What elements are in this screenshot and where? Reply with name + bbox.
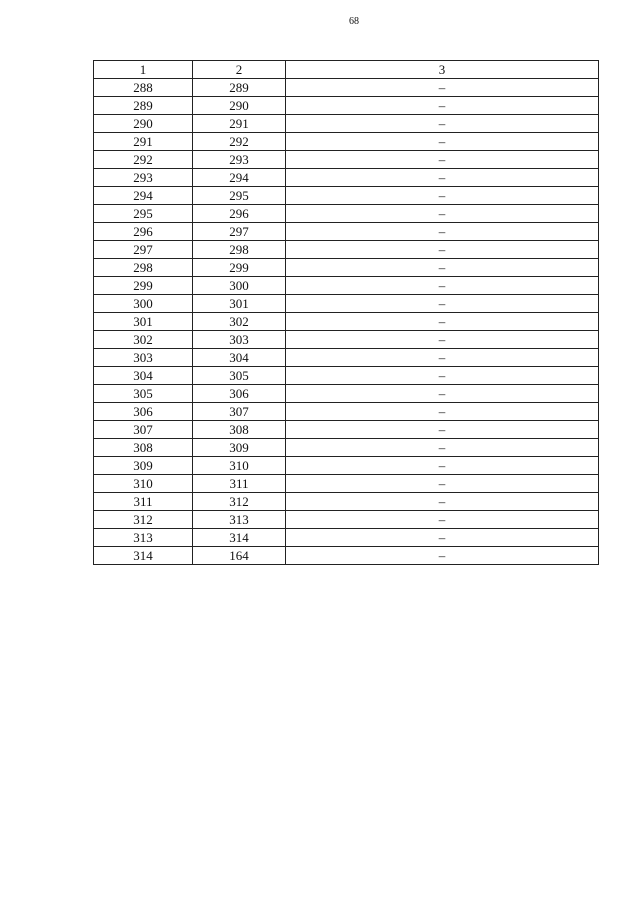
table-cell-col-1: 308 (94, 439, 193, 457)
table-cell-col-1: 289 (94, 97, 193, 115)
table-cell-col-1: 303 (94, 349, 193, 367)
table-row (94, 403, 599, 421)
table-cell-col-3: – (286, 385, 599, 403)
table-cell-col-2: 293 (193, 151, 286, 169)
table-row (94, 295, 599, 313)
table-cell-col-1: 294 (94, 187, 193, 205)
table-cell-col-2: 297 (193, 223, 286, 241)
table-cell-col-2: 302 (193, 313, 286, 331)
table-row (94, 457, 599, 475)
table-row (94, 223, 599, 241)
table-cell-col-2: 291 (193, 115, 286, 133)
table-cell-col-2: 313 (193, 511, 286, 529)
table-cell-col-1: 304 (94, 367, 193, 385)
table-row (94, 547, 599, 565)
table-cell-col-1: 288 (94, 79, 193, 97)
table-row (94, 475, 599, 493)
table-cell-col-1: 292 (94, 151, 193, 169)
table-cell-col-3: – (286, 295, 599, 313)
table-row (94, 241, 599, 259)
table-cell-col-1: 313 (94, 529, 193, 547)
table-cell-col-1: 311 (94, 493, 193, 511)
column-header-3: 3 (286, 61, 599, 79)
table-cell-col-2: 290 (193, 97, 286, 115)
table-cell-col-2: 308 (193, 421, 286, 439)
table-cell-col-3: – (286, 367, 599, 385)
table-body (94, 79, 599, 565)
table-row (94, 151, 599, 169)
table-cell-col-3: – (286, 115, 599, 133)
table-row (94, 367, 599, 385)
table-cell-col-1: 297 (94, 241, 193, 259)
table-cell-col-3: – (286, 169, 599, 187)
table-row (94, 79, 599, 97)
table-cell-col-1: 293 (94, 169, 193, 187)
table-row (94, 331, 599, 349)
table-cell-col-2: 309 (193, 439, 286, 457)
table-cell-col-3: – (286, 313, 599, 331)
column-header-2: 2 (193, 61, 286, 79)
table-cell-col-3: – (286, 259, 599, 277)
table-cell-col-2: 294 (193, 169, 286, 187)
table-cell-col-1: 290 (94, 115, 193, 133)
table-cell-col-1: 307 (94, 421, 193, 439)
table-cell-col-3: – (286, 529, 599, 547)
table-cell-col-3: – (286, 79, 599, 97)
table-cell-col-1: 291 (94, 133, 193, 151)
table-cell-col-2: 299 (193, 259, 286, 277)
table-row (94, 421, 599, 439)
table-cell-col-3: – (286, 331, 599, 349)
table-cell-col-2: 307 (193, 403, 286, 421)
table-row (94, 133, 599, 151)
table-cell-col-1: 306 (94, 403, 193, 421)
table-row (94, 277, 599, 295)
table-cell-col-1: 309 (94, 457, 193, 475)
table-cell-col-1: 302 (94, 331, 193, 349)
table-cell-col-2: 305 (193, 367, 286, 385)
table-cell-col-3: – (286, 97, 599, 115)
table-row (94, 259, 599, 277)
table-cell-col-1: 312 (94, 511, 193, 529)
table-row (94, 97, 599, 115)
table-cell-col-3: – (286, 349, 599, 367)
table-cell-col-3: – (286, 493, 599, 511)
table-row (94, 349, 599, 367)
header-row (94, 61, 599, 79)
table-cell-col-2: 304 (193, 349, 286, 367)
table-cell-col-2: 306 (193, 385, 286, 403)
table-cell-col-1: 298 (94, 259, 193, 277)
table-cell-col-2: 312 (193, 493, 286, 511)
table-row (94, 385, 599, 403)
table-cell-col-2: 164 (193, 547, 286, 565)
table-cell-col-3: – (286, 547, 599, 565)
table-cell-col-1: 300 (94, 295, 193, 313)
table-cell-col-3: – (286, 511, 599, 529)
table-cell-col-2: 303 (193, 331, 286, 349)
table-row (94, 205, 599, 223)
table-cell-col-3: – (286, 223, 599, 241)
table-row (94, 313, 599, 331)
table-cell-col-1: 301 (94, 313, 193, 331)
table-cell-col-2: 301 (193, 295, 286, 313)
table-cell-col-2: 298 (193, 241, 286, 259)
table-cell-col-3: – (286, 151, 599, 169)
table-cell-col-2: 289 (193, 79, 286, 97)
column-header-1: 1 (94, 61, 193, 79)
table-cell-col-1: 295 (94, 205, 193, 223)
table-row (94, 115, 599, 133)
table-cell-col-2: 296 (193, 205, 286, 223)
table-header (94, 61, 599, 79)
table-row (94, 493, 599, 511)
table-cell-col-2: 314 (193, 529, 286, 547)
table-cell-col-1: 305 (94, 385, 193, 403)
table-cell-col-3: – (286, 439, 599, 457)
table-row (94, 169, 599, 187)
table-cell-col-2: 310 (193, 457, 286, 475)
table-row (94, 511, 599, 529)
table-cell-col-3: – (286, 187, 599, 205)
data-table (93, 60, 599, 565)
table-cell-col-3: – (286, 205, 599, 223)
table-cell-col-3: – (286, 133, 599, 151)
table-cell-col-3: – (286, 241, 599, 259)
table-cell-col-1: 299 (94, 277, 193, 295)
table-cell-col-3: – (286, 277, 599, 295)
page-number: 68 (349, 16, 359, 27)
table-row (94, 439, 599, 457)
table-cell-col-2: 311 (193, 475, 286, 493)
table-row (94, 187, 599, 205)
table-cell-col-1: 314 (94, 547, 193, 565)
table-cell-col-2: 292 (193, 133, 286, 151)
table-cell-col-1: 310 (94, 475, 193, 493)
table-row (94, 529, 599, 547)
table-cell-col-3: – (286, 475, 599, 493)
table-cell-col-2: 300 (193, 277, 286, 295)
table-cell-col-3: – (286, 421, 599, 439)
table-cell-col-3: – (286, 457, 599, 475)
table-cell-col-1: 296 (94, 223, 193, 241)
table-cell-col-3: – (286, 403, 599, 421)
table-cell-col-2: 295 (193, 187, 286, 205)
